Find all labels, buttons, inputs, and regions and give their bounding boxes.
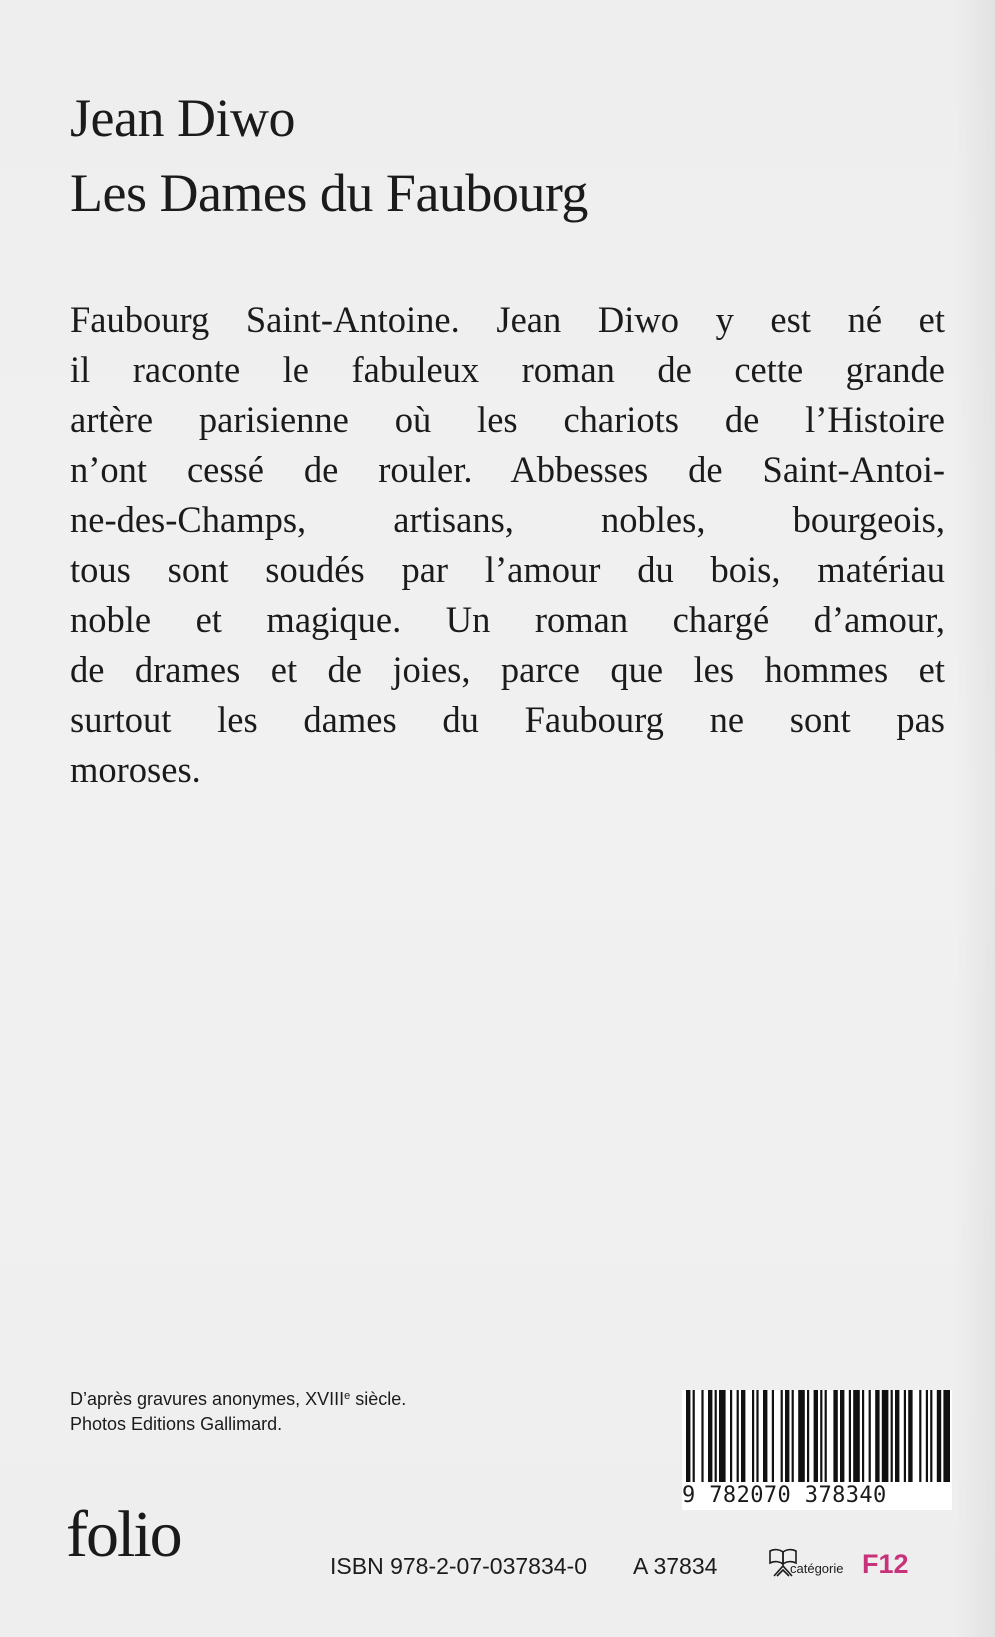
barcode-bar: [825, 1390, 827, 1486]
barcode-bar: [693, 1390, 695, 1486]
barcode-bar: [908, 1390, 912, 1486]
cover-edge-shadow: [953, 0, 995, 1637]
barcode-bar: [756, 1390, 758, 1486]
barcode-bar: [741, 1390, 745, 1486]
barcode-bar: [785, 1390, 789, 1486]
barcode-bar: [715, 1390, 717, 1486]
barcode-bar: [930, 1390, 932, 1486]
catalog-code: A 37834: [633, 1553, 718, 1579]
barcode-bar: [882, 1390, 889, 1486]
credit-superscript: e: [344, 1390, 351, 1402]
blurb-line: il raconte le fabuleux roman de cette grande: [70, 349, 945, 390]
blurb-line: Faubourg Saint-Antoine. Jean Diwo y est né et: [70, 299, 945, 340]
credit-line-engravings: [70, 1387, 406, 1412]
barcode-bar: [686, 1390, 690, 1486]
blurb-line: noble et magique. Un roman chargé d’amour,: [70, 599, 945, 640]
barcode-bar: [798, 1390, 805, 1486]
barcode-bar: [781, 1390, 783, 1486]
barcode-bar: [701, 1390, 703, 1486]
blurb-line: tous sont soudés par l’amour du bois, matériau: [70, 549, 945, 590]
barcode-bar: [862, 1390, 864, 1486]
barcode-bar: [752, 1390, 754, 1486]
barcode-bar: [763, 1390, 767, 1486]
barcode-bar: [737, 1390, 739, 1486]
credit-line-photos: Photos Editions Gallimard.: [70, 1414, 283, 1434]
credit-text: D’après gravures anonymes, XVIII: [70, 1389, 345, 1409]
barcode-bar: [926, 1390, 928, 1486]
barcode: [682, 1390, 952, 1510]
blurb-line: de drames et de joies, parce que les hommes et: [70, 649, 945, 690]
barcode-bar: [814, 1390, 818, 1486]
barcode-bar: [772, 1390, 774, 1486]
barcode-bar: [708, 1390, 712, 1486]
folio-logo: folio: [66, 1498, 181, 1571]
barcode-bar: [853, 1390, 860, 1486]
barcode-bar: [904, 1390, 906, 1486]
barcode-bar: [943, 1390, 950, 1486]
barcode-digits: 9 782070 378340: [682, 1482, 952, 1510]
blurb-line: surtout les dames du Faubourg ne sont pas: [70, 699, 945, 740]
blurb-line: n’ont cessé de rouler. Abbesses de Saint-Antoi-: [70, 449, 945, 490]
barcode-bar: [840, 1390, 844, 1486]
barcode-bar: [833, 1390, 837, 1486]
credit-text: siècle.: [350, 1389, 407, 1409]
blurb-line: artère parisienne où les chariots de l’Histoire: [70, 399, 945, 440]
isbn-number: ISBN 978-2-07-037834-0: [330, 1553, 587, 1579]
barcode-bar: [875, 1390, 879, 1486]
barcode-bar: [919, 1390, 921, 1486]
blurb-line: ne-des-Champs, artisans, nobles, bourgeois,: [70, 499, 945, 540]
author-name: Jean Diwo: [70, 88, 295, 148]
barcode-bar: [869, 1390, 871, 1486]
barcode-bar: [730, 1390, 732, 1486]
barcode-bar: [849, 1390, 851, 1486]
image-credits: [70, 1387, 406, 1437]
blurb-text: [70, 295, 945, 795]
blurb-line: moroses.: [70, 749, 201, 790]
barcode-bar: [895, 1390, 899, 1486]
barcode-bar: [792, 1390, 794, 1486]
barcode-bars: [682, 1390, 952, 1486]
category-label: catégorie: [790, 1561, 844, 1576]
category-code: F12: [862, 1549, 909, 1579]
barcode-bar: [891, 1390, 893, 1486]
barcode-bar: [937, 1390, 941, 1486]
barcode-bar: [719, 1390, 726, 1486]
barcode-bar: [820, 1390, 822, 1486]
book-title: Les Dames du Faubourg: [70, 163, 588, 223]
barcode-bar: [807, 1390, 809, 1486]
